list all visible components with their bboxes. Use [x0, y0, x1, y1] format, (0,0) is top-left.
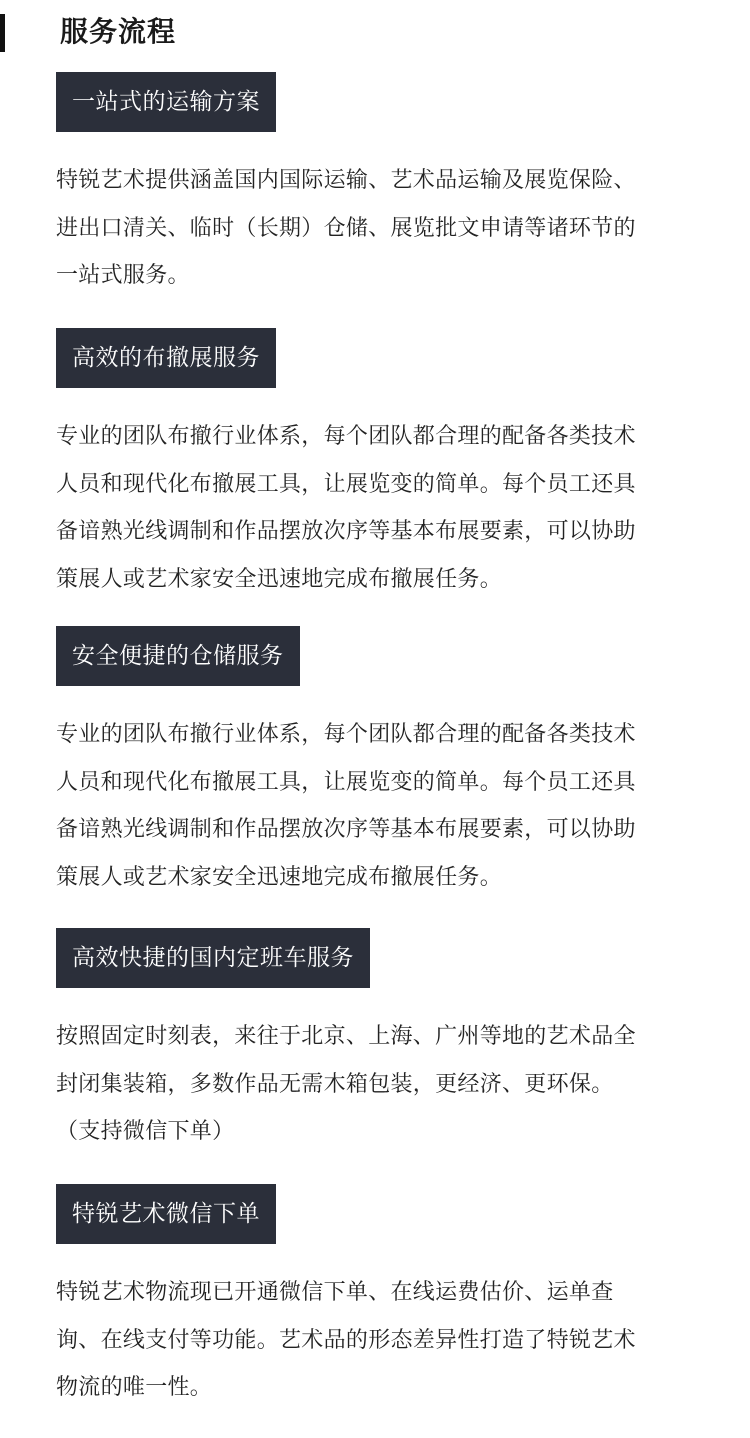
body-line: 按照固定时刻表，来往于北京、上海、广州等地的艺术品全: [56, 1024, 636, 1049]
section-installation-service: [56, 328, 696, 603]
body-line: 封闭集装箱，多数作品无需木箱包装，更经济、更环保。: [56, 1071, 614, 1097]
section-heading: 特锐艺术微信下单: [56, 1184, 276, 1244]
body-line: 一站式服务。: [56, 263, 190, 288]
body-line: 备谙熟光线调制和作品摆放次序等基本布展要素，可以协助: [56, 519, 636, 544]
body-line: 专业的团队布撤行业体系，每个团队都合理的配备各类技术: [56, 424, 636, 449]
body-line: 物流的唯一性。: [56, 1375, 213, 1400]
page-header: [0, 12, 750, 52]
page-title: 服务流程: [60, 15, 177, 48]
section-heading: 高效的布撤展服务: [56, 328, 276, 388]
section-body: [56, 157, 684, 300]
section-heading: 一站式的运输方案: [56, 72, 276, 132]
body-line: 进出口清关、临时（长期）仓储、展览批文申请等诸环节的: [56, 215, 636, 241]
section-one-stop-transport: [56, 72, 696, 300]
section-heading: 高效快捷的国内定班车服务: [56, 928, 370, 988]
body-line: 策展人或艺术家安全迅速地完成布撤展任务。: [56, 566, 503, 592]
section-shuttle-service: [56, 928, 696, 1156]
title-accent-bar: [0, 14, 5, 52]
section-wechat-order: [56, 1184, 696, 1412]
body-line: 特锐艺术提供涵盖国内国际运输、艺术品运输及展览保险、: [56, 168, 636, 193]
body-line: 策展人或艺术家安全迅速地完成布撤展任务。: [56, 864, 503, 890]
body-line: 询、在线支付等功能。艺术品的形态差异性打造了特锐艺术: [56, 1327, 636, 1353]
section-storage-service: [56, 626, 696, 901]
body-line: 人员和现代化布撤展工具，让展览变的简单。每个员工还具: [56, 769, 636, 795]
section-body: [56, 1269, 684, 1412]
section-heading: 安全便捷的仓储服务: [56, 626, 300, 686]
body-line: 备谙熟光线调制和作品摆放次序等基本布展要素，可以协助: [56, 817, 636, 842]
body-line: （支持微信下单）: [56, 1119, 235, 1144]
body-line: 专业的团队布撤行业体系，每个团队都合理的配备各类技术: [56, 722, 636, 747]
body-line: 特锐艺术物流现已开通微信下单、在线运费估价、运单查: [56, 1280, 614, 1305]
section-body: [56, 711, 684, 901]
section-body: [56, 413, 684, 603]
section-body: [56, 1013, 684, 1156]
body-line: 人员和现代化布撤展工具，让展览变的简单。每个员工还具: [56, 471, 636, 497]
